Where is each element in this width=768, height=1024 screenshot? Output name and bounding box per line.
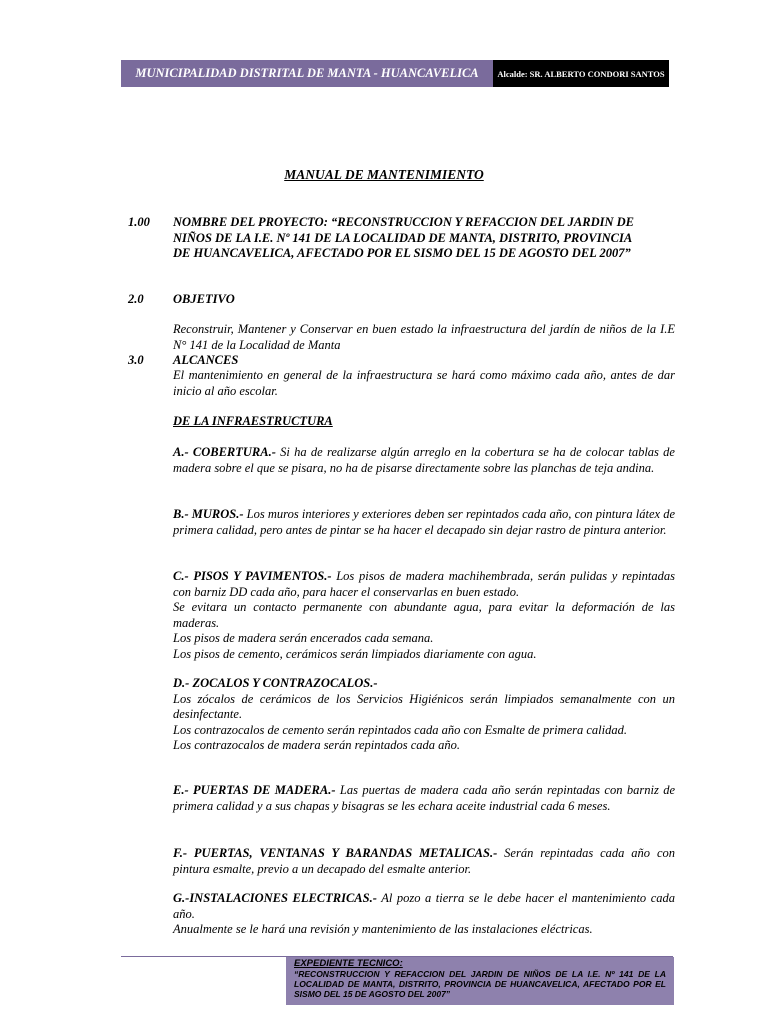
item-d-text-2: Los contrazocalos de cemento serán repintados cada año con Esmalte de primera calidad.: [173, 722, 627, 737]
item-d-text-3: Los contrazocalos de madera serán repintados cada año.: [173, 738, 461, 752]
item-e-text: Las puertas de madera cada año serán repintadas con barniz de primera calidad y a sus chapas y bisagras se les echara aceite industrial cada 6 meses.: [173, 783, 675, 813]
item-c-title: C.- PISOS Y PAVIMENTOS.-: [173, 569, 332, 583]
section-2-title: OBJETIVO: [173, 292, 235, 306]
footer-box: [286, 957, 674, 1005]
item-d-text-1: Los zócalos de cerámicos de los Servicios Higiénicos serán limpiados semanalmente con un desinfectante.: [173, 691, 675, 721]
item-d-zocalos: [173, 676, 675, 754]
item-b-title: B.- MUROS.-: [173, 507, 244, 521]
scope-text: El mantenimiento en general de la infraestructura se hará como máximo cada año, antes de dar inicio al año escolar.: [173, 368, 675, 398]
section-3-number: 3.0: [128, 353, 144, 367]
item-c-text-4: Los pisos de cemento, cerámicos serán limpiados diariamente con agua.: [173, 646, 537, 661]
item-c-text-3: Los pisos de madera serán encerados cada semana.: [173, 631, 434, 645]
item-e-title: E.- PUERTAS DE MADERA.-: [173, 783, 336, 797]
section-2-number: 2.0: [128, 292, 144, 306]
item-d-title: D.- ZOCALOS Y CONTRAZOCALOS.-: [173, 676, 378, 690]
item-f-text: Serán repintadas cada año con pintura esmalte, previo a un decapado del esmalte anterior.: [173, 846, 675, 876]
item-g-text-2: Anualmente se le hará una revisión y mantenimiento de las instalaciones eléctricas.: [173, 922, 593, 936]
item-e-puertas-madera: [173, 783, 675, 814]
section-1-number: 1.00: [128, 215, 150, 229]
item-a-text: Si ha de realizarse algún arreglo en la cobertura se ha de colocar tablas de madera sobre el que se pisara, no ha de pisarse directamente sobre las planchas de teja andina.: [173, 445, 675, 475]
footer-text: “RECONSTRUCCION Y REFACCION DEL JARDIN DE NIÑOS DE LA I.E. Nº 141 DE LA LOCALIDAD DE MANTA, DISTRITO, PROVINCIA DE HUANCAVELICA, AFECTADO POR EL SISMO DEL 15 DE AGOSTO DEL 2007”: [294, 969, 666, 999]
item-f-puertas-metalicas: [173, 846, 675, 877]
item-c-text-2: Se evitara un contacto permanente con abundante agua, para evitar la deformación de las maderas.: [173, 600, 675, 630]
item-b-muros: [173, 507, 675, 538]
municipality-banner: MUNICIPALIDAD DISTRITAL DE MANTA - HUANCAVELICA: [121, 60, 493, 87]
item-g-title: G.-INSTALACIONES ELECTRICAS.-: [173, 891, 377, 905]
footer-title: EXPEDIENTE TECNICO:: [294, 958, 403, 969]
item-g-text-1: Al pozo a tierra se le debe hacer el mantenimiento cada año.: [173, 891, 675, 921]
mayor-banner: Alcalde: SR. ALBERTO CONDORI SANTOS: [493, 60, 669, 87]
item-c-text-1: Los pisos de madera machihembrada, serán pulidas y repintadas con barniz DD cada año, para hacer el conservarlas en buen estado.: [173, 569, 675, 599]
item-b-text: Los muros interiores y exteriores deben ser repintados cada año, con pintura látex de primera calidad, pero antes de pintar se ha hacer el decapado sin dejar rastro de pintura anterior.: [173, 507, 675, 537]
item-a-cobertura: [173, 445, 675, 476]
item-g-instalaciones: [173, 891, 675, 938]
item-c-pisos: [173, 569, 675, 662]
infrastructure-heading: DE LA INFRAESTRUCTURA: [173, 414, 333, 428]
page-header: [121, 60, 669, 87]
document-title: MANUAL DE MANTENIMIENTO: [284, 167, 484, 182]
project-name: NOMBRE DEL PROYECTO: “RECONSTRUCCION Y REFACCION DEL JARDIN DE NIÑOS DE LA I.E. Nº 141 DE LA LOCALIDAD DE MANTA, DISTRITO, PROVINCIA DE HUANCAVELICA, AFECTADO POR EL SISMO DEL 15 DE AGOSTO DEL 2007”: [173, 215, 634, 260]
objective-text: Reconstruir, Mantener y Conservar en buen estado la infraestructura del jardín de niños de la I.E N° 141 de la Localidad de Manta: [173, 322, 675, 352]
section-3-title: ALCANCES: [173, 353, 239, 367]
item-a-title: A.- COBERTURA.-: [173, 445, 276, 459]
item-f-title: F.- PUERTAS, VENTANAS Y BARANDAS METALICAS.-: [173, 846, 498, 860]
